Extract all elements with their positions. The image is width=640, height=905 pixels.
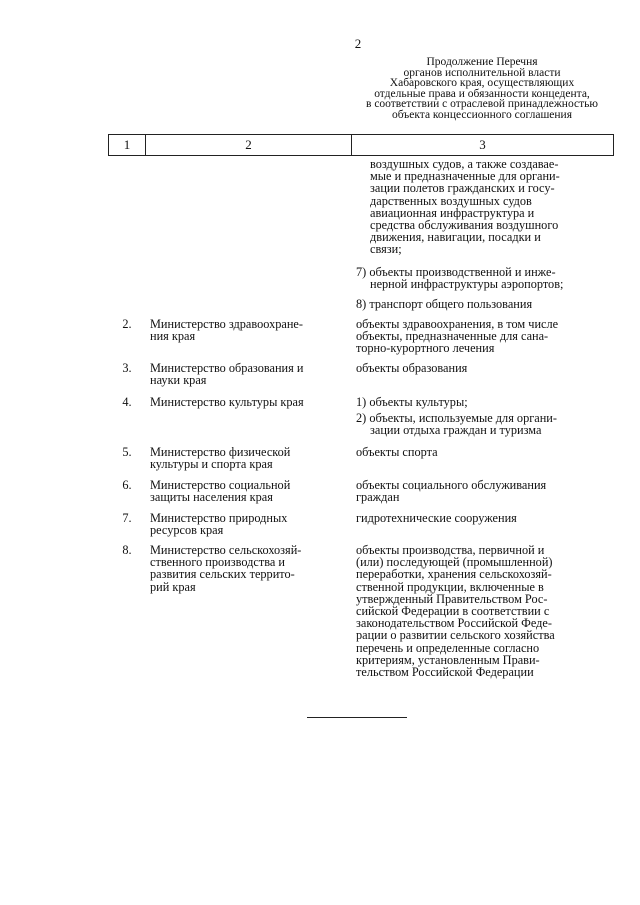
text-line: науки края — [150, 373, 207, 388]
text-line: зации отдыха граждан и туризма — [370, 423, 542, 438]
header-line: органов исполнительной власти — [403, 66, 561, 79]
objects-text — [356, 396, 614, 408]
text-line: развития сельских террито- — [150, 567, 295, 582]
text-line: ственного производства и — [150, 555, 285, 570]
page-number: 2 — [354, 36, 362, 51]
row-number: 8. — [122, 543, 132, 557]
ministry-name — [150, 446, 350, 470]
text-line: 7) объекты производственной и инже- — [356, 265, 556, 279]
text-line: Министерство культуры края — [150, 395, 304, 409]
header-line: объекта концессионного соглашения — [391, 108, 572, 121]
row-number: 4. — [122, 395, 132, 409]
text-line: объекты социального обслуживания — [356, 478, 547, 492]
text-line: объекты здравоохранения, в том числе — [356, 317, 559, 331]
row-number: 2. — [122, 317, 132, 331]
ministry-name — [150, 479, 350, 503]
text-line: 1) объекты культуры; — [356, 395, 468, 409]
text-line: Министерство образования и — [150, 361, 304, 375]
text-line: мые и предназначенные для органи- — [370, 169, 560, 184]
text-line: переработки, хранения сельскохозяй- — [356, 567, 552, 582]
text-line: средства обслуживания воздушного — [370, 218, 559, 233]
ministry-name — [150, 362, 350, 386]
text-line: дарственных воздушных судов — [370, 193, 532, 208]
text-line: воздушных судов, а также создавае- — [370, 157, 559, 171]
column-header-table — [108, 134, 614, 156]
text-line: ресурсов края — [150, 523, 224, 538]
row-number: 5. — [122, 445, 132, 459]
objects-text — [356, 412, 614, 436]
text-line: ния края — [150, 329, 196, 344]
text-line: Министерство здравоохране- — [150, 317, 303, 331]
text-line: объекты образования — [356, 361, 468, 375]
ministry-name — [150, 544, 350, 593]
column-header-3: 3 — [352, 135, 614, 156]
text-line: авиационная инфраструктура и — [370, 205, 535, 220]
text-line: зации полетов гражданских и госу- — [370, 181, 555, 196]
header-line: Продолжение Перечня — [426, 56, 538, 68]
text-line: Министерство сельскохозяй- — [150, 543, 302, 557]
text-line: тельством Российской Федерации — [356, 665, 534, 680]
text-line: объекты, предназначенные для сана- — [356, 329, 549, 344]
text-line: Министерство социальной — [150, 478, 291, 492]
text-line: перечень и определенные согласно — [356, 640, 540, 655]
header-line: Хабаровского края, осуществляющих — [389, 77, 575, 90]
text-line: объекты спорта — [356, 445, 438, 459]
continuation-header — [348, 57, 616, 121]
text-line: рации о развитии сельского хозяйства — [356, 628, 555, 643]
objects-text — [356, 544, 614, 678]
objects-text — [356, 362, 614, 374]
objects-text — [356, 318, 614, 355]
text-line: Министерство физической — [150, 445, 291, 459]
objects-text — [356, 446, 614, 458]
ministry-name — [150, 396, 350, 408]
text-line: рий края — [150, 579, 196, 594]
text-line: нерной инфраструктуры аэропортов; — [370, 277, 564, 292]
text-line: гидротехнические сооружения — [356, 511, 517, 525]
end-rule — [307, 717, 407, 718]
text-line: движения, навигации, посадки и — [370, 230, 541, 245]
text-line: торно-курортного лечения — [356, 341, 495, 356]
text-line: 2) объекты, используемые для органи- — [356, 411, 557, 425]
row-number: 6. — [122, 478, 132, 492]
header-line: отдельные права и обязанности концедента, — [374, 87, 590, 100]
text-line: Министерство природных — [150, 511, 288, 525]
column-header-2: 2 — [146, 135, 352, 156]
text-line: объекты производства, первичной и — [356, 543, 545, 557]
text-line: (или) последующей (промышленной) — [356, 555, 553, 570]
objects-text — [356, 479, 614, 503]
column-header-1: 1 — [109, 135, 146, 156]
row-number: 7. — [122, 511, 132, 525]
text-line: граждан — [356, 490, 400, 505]
continuation-text — [370, 158, 614, 256]
text-line: критериям, установленным Прави- — [356, 652, 540, 667]
text-line: сийской Федерации в соответствии с — [356, 604, 550, 619]
text-line: утвержденный Правительством Рос- — [356, 591, 548, 606]
text-line: законодательством Российской Феде- — [356, 616, 552, 631]
text-line: культуры и спорта края — [150, 457, 273, 472]
text-line: 8) транспорт общего пользования — [356, 297, 533, 311]
item-8 — [356, 298, 614, 310]
item-7 — [356, 266, 614, 290]
ministry-name — [150, 318, 350, 342]
text-line: защиты населения края — [150, 490, 273, 505]
header-line: в соответствии с отраслевой принадлежностью — [366, 98, 598, 111]
objects-text — [356, 512, 614, 524]
text-line: ственной продукции, включенные в — [356, 579, 544, 594]
ministry-name — [150, 512, 350, 536]
text-line: связи; — [370, 242, 402, 257]
row-number: 3. — [122, 361, 132, 375]
